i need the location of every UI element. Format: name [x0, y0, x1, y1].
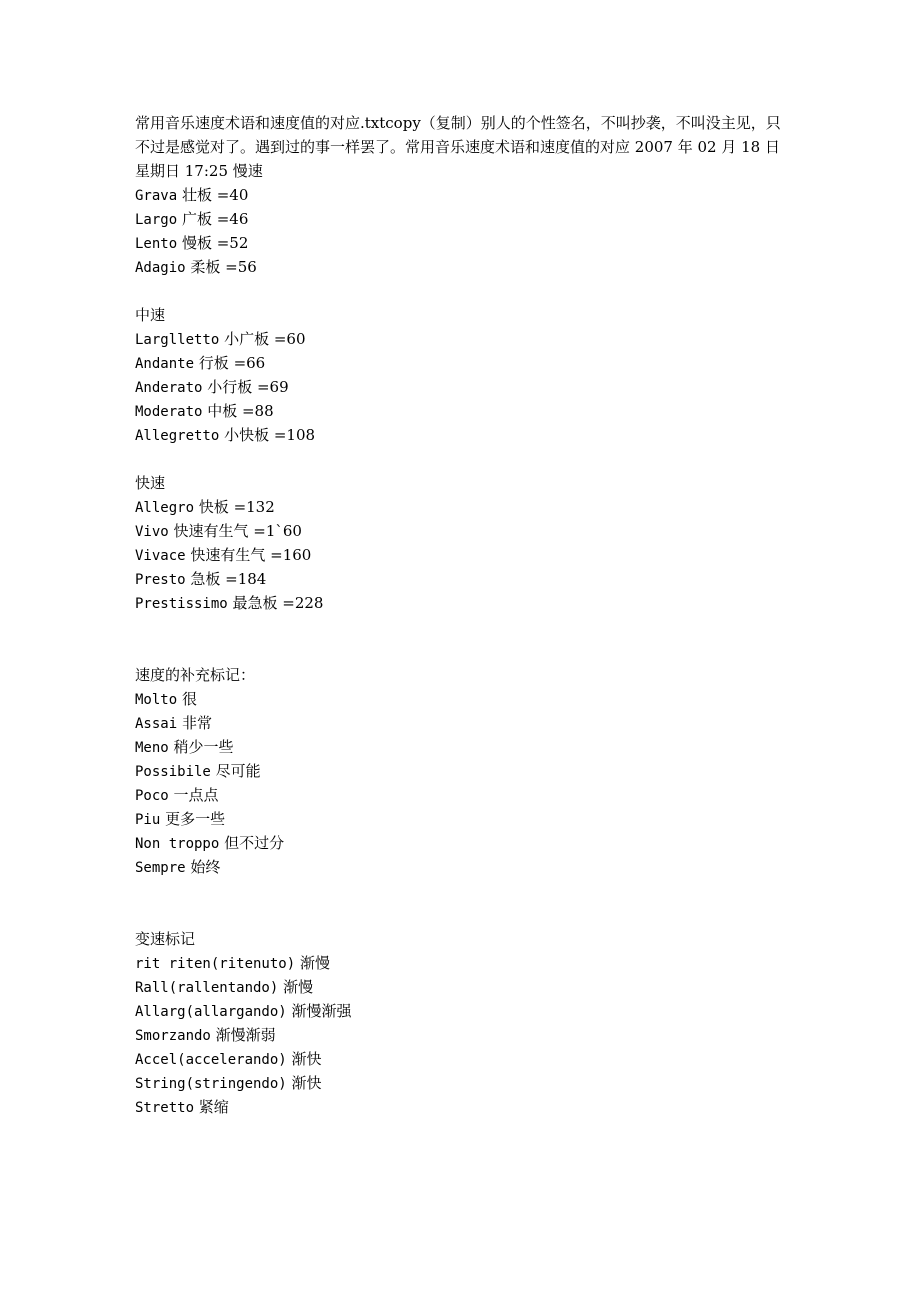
list-item: [135, 1047, 790, 1071]
list-item: [135, 1095, 790, 1119]
meaning: 尽可能: [215, 762, 261, 780]
term: Allarg(allargando): [135, 1004, 287, 1020]
meaning: 稍少一些: [173, 738, 234, 756]
term: Smorzando: [135, 1028, 211, 1044]
slow-tempo-list: [135, 183, 790, 279]
term: rit riten(ritenuto): [135, 956, 296, 972]
list-item: [135, 399, 790, 423]
meaning: 小快板 =108: [224, 426, 316, 444]
term: Sempre: [135, 860, 186, 876]
term: Assai: [135, 716, 178, 732]
meaning: 渐慢: [299, 954, 330, 972]
meaning: 但不过分: [224, 834, 285, 852]
list-item: [135, 1071, 790, 1095]
list-item: [135, 687, 790, 711]
medium-tempo-section: [135, 303, 790, 447]
list-item: [135, 255, 790, 279]
meaning: 始终: [190, 858, 221, 876]
meaning: 行板 =66: [198, 354, 266, 372]
list-item: [135, 999, 790, 1023]
term: Anderato: [135, 380, 203, 396]
meaning: 快板 =132: [198, 498, 275, 516]
term: String(stringendo): [135, 1076, 287, 1092]
term: Allegro: [135, 500, 195, 516]
meaning: 快速有生气 =1`60: [173, 522, 302, 540]
document-page: [135, 111, 790, 1119]
term: Rall(rallentando): [135, 980, 279, 996]
list-item: [135, 591, 790, 615]
term: Accel(accelerando): [135, 1052, 287, 1068]
term: Stretto: [135, 1100, 195, 1116]
term: Vivo: [135, 524, 169, 540]
meaning: 很: [181, 690, 197, 708]
term: Presto: [135, 572, 186, 588]
meaning: 渐快: [291, 1074, 322, 1092]
meaning: 慢板 =52: [181, 234, 249, 252]
meaning: 最急板 =228: [232, 594, 324, 612]
meaning: 广板 =46: [181, 210, 249, 228]
list-item: [135, 807, 790, 831]
list-item: [135, 543, 790, 567]
term: Vivace: [135, 548, 186, 564]
spacer: [135, 879, 790, 927]
meaning: 渐慢: [283, 978, 314, 996]
list-item: [135, 351, 790, 375]
list-item: [135, 327, 790, 351]
term: Allegretto: [135, 428, 220, 444]
term: Non troppo: [135, 836, 220, 852]
meaning: 紧缩: [198, 1098, 229, 1116]
meaning: 快速有生气 =160: [190, 546, 312, 564]
term: Larglletto: [135, 332, 220, 348]
meaning: 壮板 =40: [181, 186, 249, 204]
term: Moderato: [135, 404, 203, 420]
spacer: [135, 615, 790, 663]
list-item: [135, 831, 790, 855]
meaning: 急板 =184: [190, 570, 267, 588]
meaning: 柔板 =56: [190, 258, 257, 276]
section-heading: 变速标记: [135, 930, 196, 948]
section-heading: 速度的补充标记：: [135, 666, 256, 684]
list-item: [135, 495, 790, 519]
list-item: [135, 975, 790, 999]
term: Lento: [135, 236, 178, 252]
term: Largo: [135, 212, 178, 228]
intro-paragraph: 常用音乐速度术语和速度值的对应.txtcopy（复制）别人的个性签名，不叫抄袭，不叫没主见，只不过是感觉对了。遇到过的事一样罢了。常用音乐速度术语和速度值的对应 2007 年 02 月 18 日 星期日 17:25 慢速: [135, 114, 781, 180]
term: Poco: [135, 788, 169, 804]
list-item: [135, 207, 790, 231]
meaning: 小广板 =60: [224, 330, 306, 348]
meaning: 更多一些: [165, 810, 226, 828]
list-item: [135, 951, 790, 975]
list-item: [135, 759, 790, 783]
term: Piu: [135, 812, 161, 828]
term: Prestissimo: [135, 596, 228, 612]
list-item: [135, 711, 790, 735]
fast-tempo-section: [135, 471, 790, 615]
meaning: 一点点: [173, 786, 219, 804]
term: Andante: [135, 356, 195, 372]
list-item: [135, 567, 790, 591]
list-item: [135, 783, 790, 807]
term: Molto: [135, 692, 178, 708]
meaning: 非常: [181, 714, 212, 732]
list-item: [135, 375, 790, 399]
supplementary-marks-section: [135, 663, 790, 879]
term: Grava: [135, 188, 178, 204]
meaning: 渐慢渐强: [291, 1002, 352, 1020]
list-item: [135, 1023, 790, 1047]
list-item: [135, 423, 790, 447]
spacer: [135, 279, 790, 303]
term: Meno: [135, 740, 169, 756]
list-item: [135, 519, 790, 543]
term: Adagio: [135, 260, 186, 276]
section-heading: 中速: [135, 306, 166, 324]
spacer: [135, 447, 790, 471]
list-item: [135, 183, 790, 207]
meaning: 渐慢渐弱: [215, 1026, 276, 1044]
tempo-change-section: [135, 927, 790, 1119]
list-item: [135, 735, 790, 759]
term: Possibile: [135, 764, 211, 780]
section-heading: 快速: [135, 474, 166, 492]
list-item: [135, 231, 790, 255]
meaning: 渐快: [291, 1050, 322, 1068]
list-item: [135, 855, 790, 879]
meaning: 中板 =88: [207, 402, 274, 420]
meaning: 小行板 =69: [207, 378, 289, 396]
